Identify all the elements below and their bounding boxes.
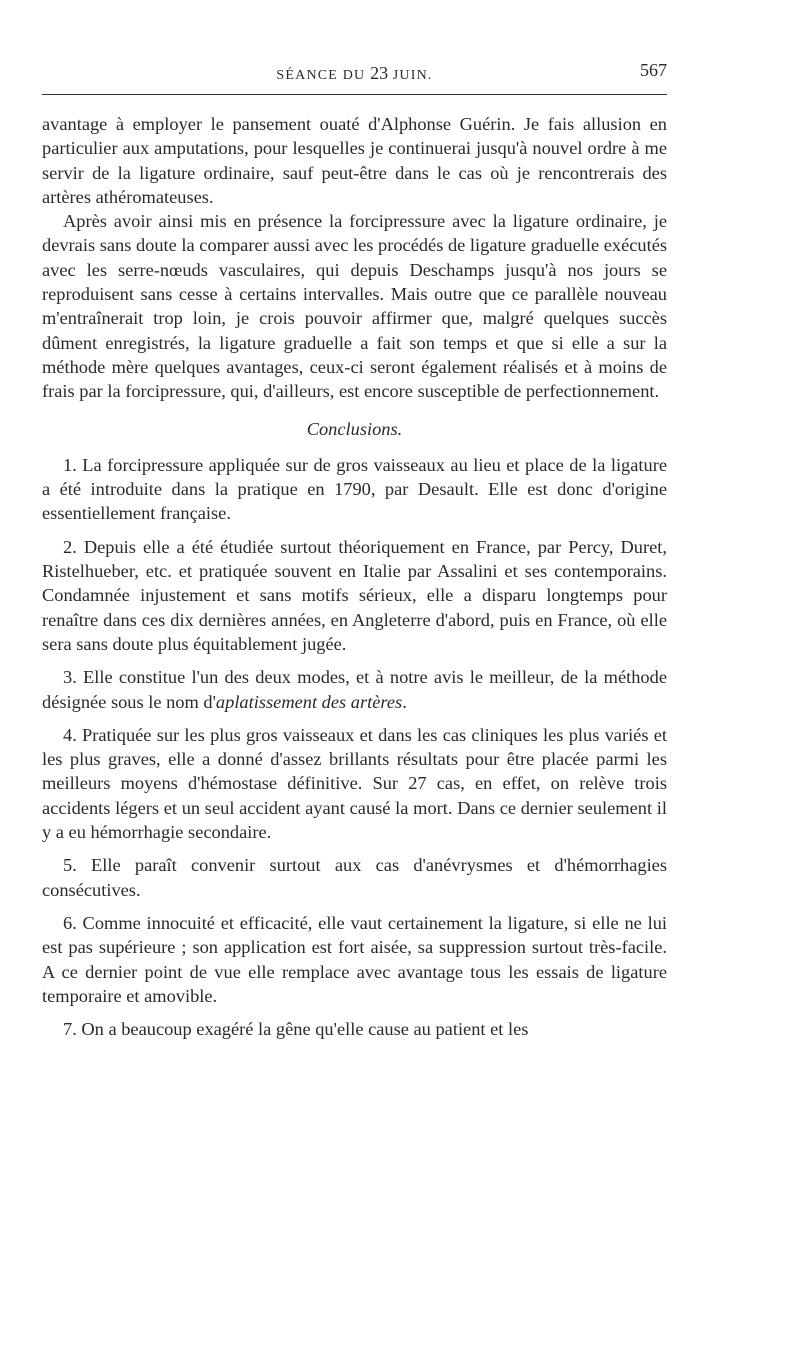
conclusion-3 — [42, 665, 667, 714]
conclusion-3-text: 3. Elle constitue l'un des deux modes, et à notre avis le meilleur, de la méthode désignée sous le nom d' — [42, 667, 667, 712]
running-head — [42, 60, 667, 84]
conclusion-5: 5. Elle paraît convenir surtout aux cas d'anévrysmes et d'hémorrhagies consécutives. — [42, 855, 667, 900]
header-rule — [42, 94, 667, 95]
conclusion-6: 6. Comme innocuité et efficacité, elle vaut certainement la ligature, si elle ne lui est pas supérieure ; son application est fort aisée, sa suppression surtout très-facile. A ce dernier point de vue elle remplace avec avantage tous les essais de ligature temporaire et amovible. — [42, 912, 667, 1006]
body-text — [42, 112, 667, 1041]
paragraph-ligature-graduelle: Après avoir ainsi mis en présence la forcipressure avec la ligature ordinaire, je devrais sans doute la comparer aussi avec les procédés de ligature graduelle exécutés avec les serre-nœuds vasculaires, qui depuis Deschamps jusqu'à nos jours se reproduisent sans cesse à certains intervalles. Mais outre que ce parallèle nouveau m'entraînerait trop loin, je crois pouvoir affirmer que, malgré quelques succès dûment enregistrés, la ligature graduelle a fait son temps et que si elle a sur la méthode mère quelques avantages, ceux-ci seront également réalisés et à moins de frais par la forcipressure, qui, d'ailleurs, est encore susceptible de perfectionnement. — [42, 211, 668, 402]
conclusion-7: 7. On a beaucoup exagéré la gêne qu'elle cause au patient et les — [63, 1019, 529, 1040]
conclusion-3-italic: aplatissement des artères — [215, 691, 403, 712]
page-number: 567 — [640, 60, 667, 80]
paragraph-continued: avantage à employer le pansement ouaté d'Alphonse Guérin. Je fais allusion en particulier aux amputations, pour lesquelles je continuerai jusqu'à nouvel ordre à me servir de la ligature ordinaire, sauf peut-être dans le cas où je rencontrerais des artères athéromateuses. — [42, 114, 667, 207]
conclusion-2: 2. Depuis elle a été étudiée surtout théoriquement en France, par Percy, Duret, Ristelhueber, etc. et pratiquée souvent en Italie par Assalini et ses contemporains. Condamnée injustement et sans motifs sérieux, elle a disparu longtemps pour renaître dans ces dix dernières années, en Angleterre d'abord, puis en France, où elle sera sans doute plus équitablement jugée. — [42, 536, 667, 654]
conclusions-heading: Conclusions. — [306, 418, 403, 439]
conclusion-3-end: . — [402, 691, 407, 712]
conclusion-4: 4. Pratiquée sur les plus gros vaisseaux et dans les cas cliniques les plus variés et les plus graves, elle a donné d'assez brillants résultats pour être placée parmi les meilleurs moyens d'hémostase définitive. Sur 27 cas, en effet, on relève trois accidents légers et un seul accident ayant causé la mort. Dans ce dernier seulement il y a eu hémorrhagie secondaire. — [42, 724, 667, 843]
running-title-before: SÉANCE DU — [276, 68, 371, 83]
conclusion-1: 1. La forcipressure appliquée sur de gros vaisseaux au lieu et place de la ligature a été introduite dans la pratique en 1790, par Desault. Elle est donc d'origine essentiellement française. — [42, 454, 667, 524]
running-title-after: JUIN. — [388, 68, 433, 83]
running-title — [42, 63, 667, 84]
running-title-day: 23 — [370, 63, 389, 83]
